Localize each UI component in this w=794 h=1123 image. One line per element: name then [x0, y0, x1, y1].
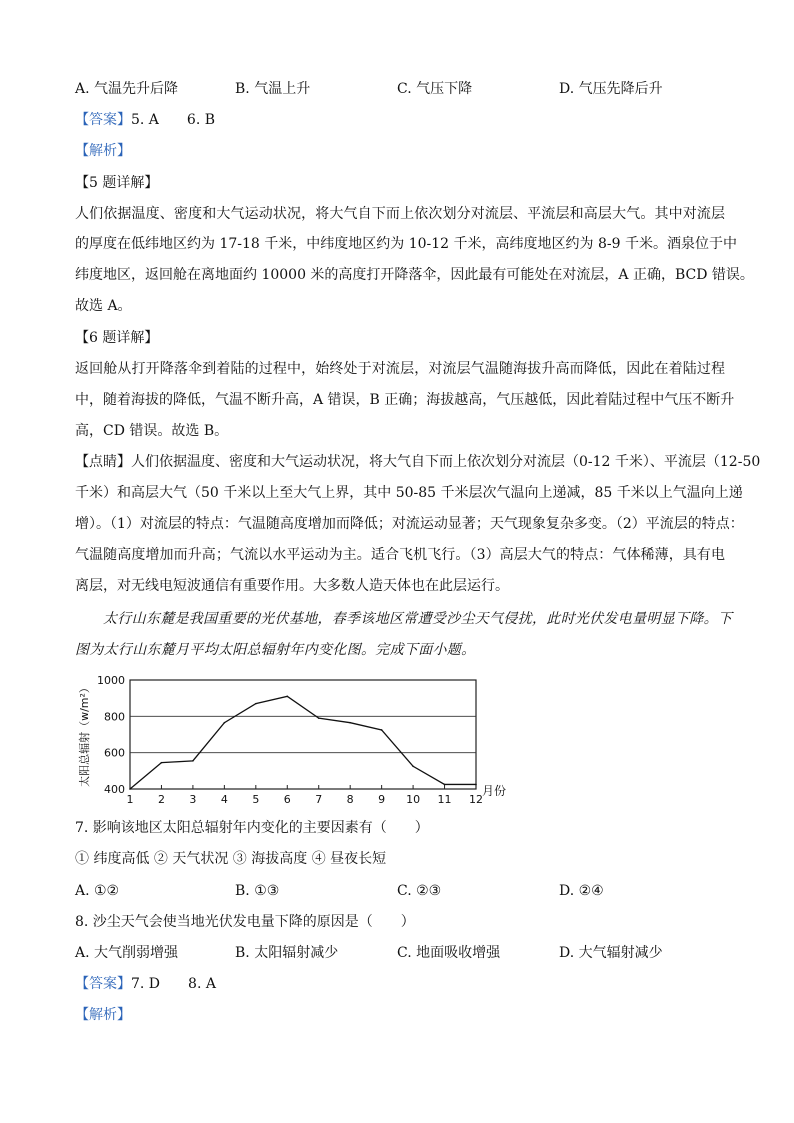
x-tick-label: 2 [157, 793, 165, 806]
y-axis-label: 太阳总辐射（w/m²） [78, 682, 91, 787]
data-point [444, 784, 446, 786]
data-point [255, 703, 257, 705]
q6-line: 中，随着海拔的降低，气温不断升高，A 错误，B 正确；海拔越高，气压越低，因此着陆过程中气压不断升 [75, 392, 735, 408]
answer-text: 5. A 6. B [131, 112, 216, 128]
x-tick-label: 3 [189, 793, 197, 806]
data-point [129, 788, 131, 790]
x-tick-label: 11 [437, 793, 452, 806]
q7-option-d: D. ②④ [559, 883, 604, 899]
intro-line: 太行山东麓是我国重要的光伏基地，春季该地区常遭受沙尘天气侵扰，此时光伏发电量明显下降。下 [103, 611, 733, 627]
x-tick-label: 10 [406, 793, 421, 806]
q7-option-c: C. ②③ [397, 883, 442, 899]
answer-label: 【答案】 [75, 976, 131, 992]
y-tick-label: 800 [104, 710, 125, 724]
dianjing-line: 千米）和高层大气（50 千米以上至大气上界，其中 50-85 千米层次气温向上递减，85 千米以上气温向上递 [75, 485, 743, 501]
x-tick-label: 4 [220, 793, 228, 806]
dianjing-line: 离层，对无线电短波通信有重要作用。大多数人造天体也在此层运行。 [75, 578, 509, 594]
x-tick-label: 8 [346, 793, 354, 806]
dianjing-line: 气温随高度增加而升高；气流以水平运动为主。适合飞机飞行。（3）高层大气的特点：气体稀薄，具有电 [75, 547, 725, 563]
q8-option-c: C. 地面吸收增强 [397, 945, 501, 961]
y-tick-label: 400 [104, 783, 125, 796]
data-point [192, 760, 194, 762]
answer-text: 7. D 8. A [131, 976, 216, 992]
x-tick-label: 9 [378, 793, 386, 806]
q8-option-b: B. 太阳辐射减少 [235, 945, 339, 961]
x-axis-label: 月份 [482, 784, 507, 798]
q5-line: 的厚度在低纬地区约为 17-18 千米，中纬度地区约为 10-12 千米，高纬度地区约为 8-9 千米。酒泉位于中 [75, 236, 737, 252]
q6-option-d: D. 气压先降后升 [559, 81, 663, 97]
y-tick-label: 600 [104, 746, 125, 760]
answer-line-2 [75, 974, 725, 994]
x-tick-label: 12 [469, 793, 483, 806]
answer-label: 【答案】 [75, 112, 131, 128]
q6-option-c: C. 气压下降 [397, 81, 473, 97]
data-point [412, 765, 414, 767]
x-tick-label: 7 [315, 793, 323, 806]
q8-stem: 8. 沙尘天气会使当地光伏发电量下降的原因是（ ） [75, 914, 415, 930]
x-tick-label: 5 [252, 793, 260, 806]
dianjing-line: 【点睛】人们依据温度、密度和大气运动状况，将大气自下而上依次划分对流层（0-12 千米）、平流层（12-50 [75, 454, 761, 470]
q6-heading: 【6 题详解】 [75, 330, 159, 346]
data-point [381, 729, 383, 731]
q7-option-a: A. ①② [75, 883, 120, 899]
y-tick-label: 1000 [97, 674, 125, 687]
q8-option-a: A. 大气削弱增强 [75, 945, 179, 961]
q7-factors: ① 纬度高低 ② 天气状况 ③ 海拔高度 ④ 昼夜长短 [75, 851, 387, 867]
q5-heading: 【5 题详解】 [75, 175, 159, 191]
q6-option-b: B. 气温上升 [235, 81, 311, 97]
data-point [224, 722, 226, 724]
q5-line: 人们依据温度、密度和大气运动状况，将大气自下而上依次划分对流层、平流层和高层大气。其中对流层 [75, 206, 725, 222]
data-point [161, 762, 163, 764]
radiation-series-line [130, 696, 476, 789]
analysis-label: 【解析】 [75, 1007, 131, 1023]
q6-line: 高，CD 错误。故选 B。 [75, 423, 229, 439]
analysis-label: 【解析】 [75, 143, 131, 159]
q5-line: 故选 A。 [75, 298, 132, 314]
dianjing-line: 增）。（1）对流层的特点：气温随高度增加而降低；对流运动显著；天气现象复杂多变。（2）平流层的特点： [75, 516, 744, 532]
data-point [318, 717, 320, 719]
q7-stem: 7. 影响该地区太阳总辐射年内变化的主要因素有（ ） [75, 820, 429, 836]
q7-option-b: B. ①③ [235, 883, 280, 899]
q8-option-d: D. 大气辐射减少 [559, 945, 663, 961]
q6-option-a: A. 气温先升后降 [75, 81, 179, 97]
data-point [349, 722, 351, 724]
solar-radiation-chart [70, 668, 540, 808]
data-point [475, 784, 477, 786]
q6-line: 返回舱从打开降落伞到着陆的过程中，始终处于对流层，对流层气温随海拔升高而降低，因此在着陆过程 [75, 361, 725, 377]
answer-line-1 [75, 110, 725, 130]
data-point [286, 696, 288, 698]
x-tick-label: 1 [126, 793, 134, 806]
q5-line: 纬度地区，返回舱在离地面约 10000 米的高度打开降落伞，因此最有可能处在对流层，A 正确，BCD 错误。 [75, 267, 754, 283]
x-tick-label: 6 [283, 793, 291, 806]
intro-line: 图为太行山东麓月平均太阳总辐射年内变化图。完成下面小题。 [75, 642, 476, 658]
